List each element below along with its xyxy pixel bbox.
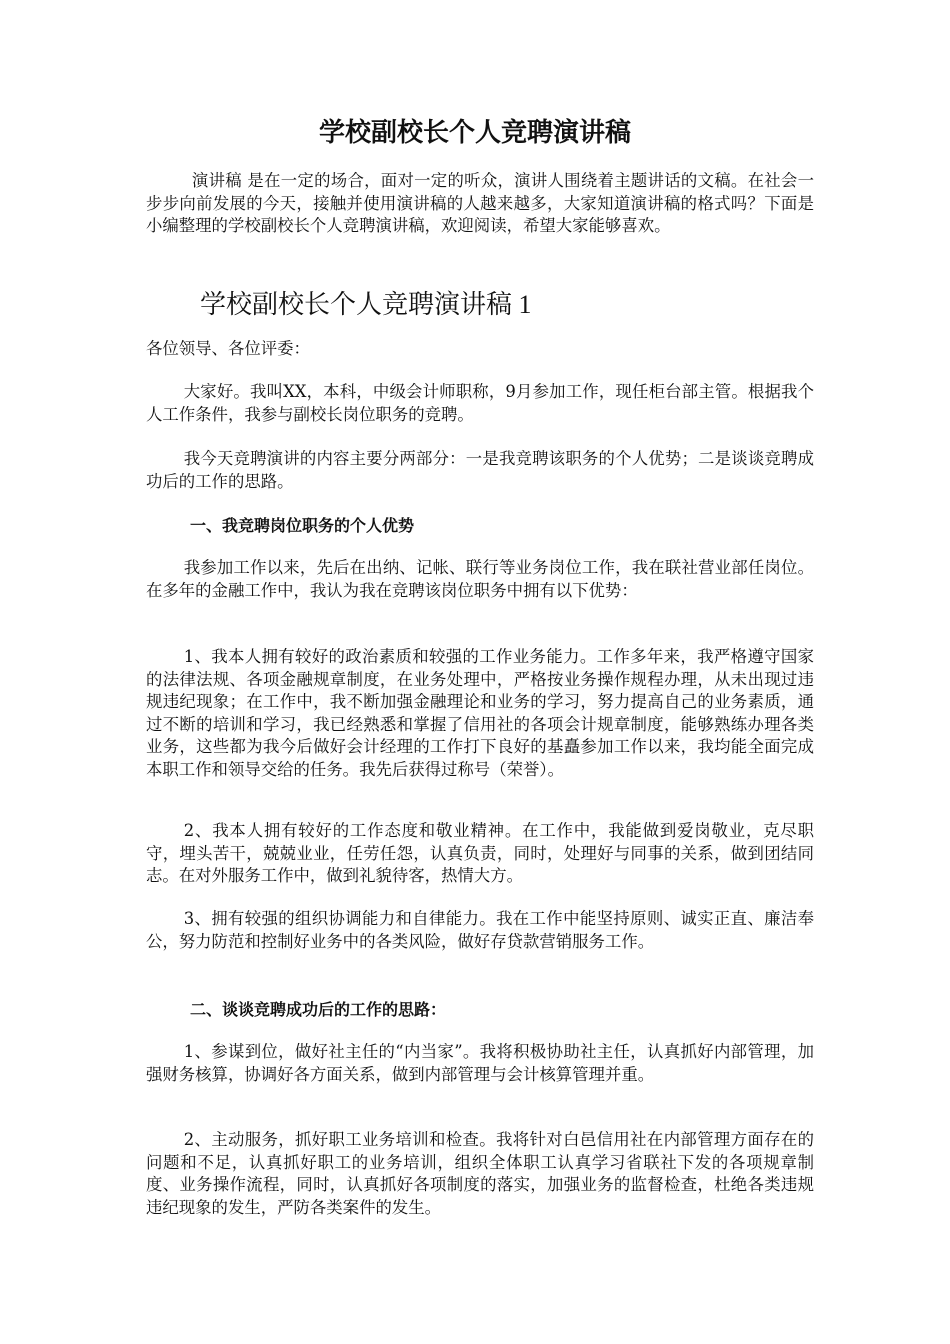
heading-2: 二、谈谈竞聘成功后的工作的思路：	[190, 1000, 447, 1019]
section-title: 学校副校长个人竞聘演讲稿 1	[200, 290, 532, 319]
paragraph-3: 我参加工作以来，先后在出纳、记帐、联行等业务岗位工作，我在联社营业部任岗位。在多年的金融工作中，我认为我在竞聘该岗位职务中拥有以下优势：	[146, 558, 814, 600]
paragraph-4: 1、我本人拥有较好的政治素质和较强的工作业务能力。工作多年来，我严格遵守国家的法律法规、各项金融规章制度，在业务处理中，严格按业务操作规程办理，从未出现过违规违纪现象；在工作中，我不断加强金融理论和业务的学习，努力提高自己的业务素质，通过不断的培训和学习，我已经熟悉和掌握了信用社的各项会计规章制度，能够熟练办理各类业务，这些都为我今后做好会计经理的工作打下良好的基矗参加工作以来，我均能全面完成本职工作和领导交给的任务。我先后获得过称号（荣誉）。	[146, 647, 814, 779]
intro-paragraph: 演讲稿 是在一定的场合，面对一定的听众，演讲人围绕着主题讲话的文稿。在社会一步步向前发展的今天，接触并使用演讲稿的人越来越多，大家知道演讲稿的格式吗？下面是小编整理的学校副校长个人竞聘演讲稿，欢迎阅读，希望大家能够喜欢。	[146, 171, 814, 235]
salutation: 各位领导、各位评委：	[146, 339, 310, 358]
paragraph-1: 大家好。我叫XX，本科，中级会计师职称，9月参加工作，现任柜台部主管。根据我个人工作条件，我参与副校长岗位职务的竞聘。	[146, 382, 814, 424]
paragraph-8: 2、主动服务，抓好职工业务培训和检查。我将针对白邑信用社在内部管理方面存在的问题和不足，认真抓好职工的业务培训，组织全体职工认真学习省联社下发的各项规章制度、业务操作流程，同时，认真抓好各项制度的落实，加强业务的监督检查，杜绝各类违规违纪现象的发生，严防各类案件的发生。	[146, 1130, 814, 1217]
heading-1: 一、我竞聘岗位职务的个人优势	[190, 516, 415, 535]
paragraph-6: 3、拥有较强的组织协调能力和自律能力。我在工作中能坚持原则、诚实正直、廉洁奉公，努力防范和控制好业务中的各类风险，做好存贷款营销服务工作。	[146, 909, 814, 951]
paragraph-2: 我今天竞聘演讲的内容主要分两部分：一是我竞聘该职务的个人优势；二是谈谈竞聘成功后的工作的思路。	[146, 449, 814, 491]
paragraph-7: 1、参谋到位，做好社主任的“内当家”。我将积极协助社主任，认真抓好内部管理，加强财务核算，协调好各方面关系，做到内部管理与会计核算管理并重。	[146, 1042, 814, 1084]
paragraph-5: 2、我本人拥有较好的工作态度和敬业精神。在工作中，我能做到爱岗敬业，克尽职守，埋头苦干，兢兢业业，任劳任怨，认真负责，同时，处理好与同事的关系，做到团结同志。在对外服务工作中，做到礼貌待客，热情大方。	[146, 821, 814, 885]
document-title: 学校副校长个人竞聘演讲稿	[318, 118, 631, 147]
